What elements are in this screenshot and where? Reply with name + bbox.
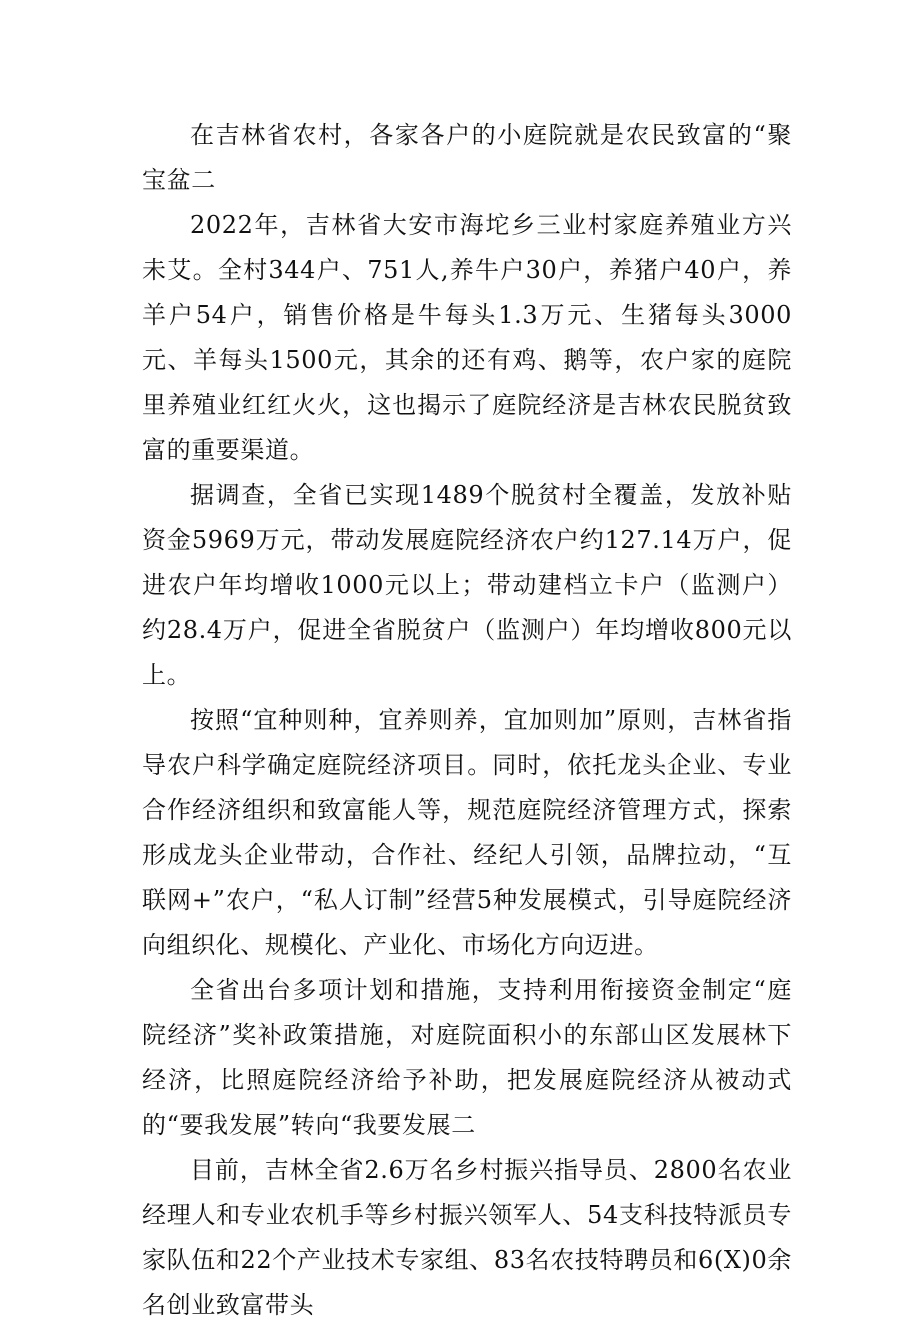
paragraph-policy-measures: 全省出台多项计划和措施，支持利用衔接资金制定“庭院经济”奖补政策措施，对庭院面积小的东部山区发展林下经济，比照庭院经济给予补助，把发展庭院经济从被动式的“要我发展”转向“我要发展二 (142, 976, 792, 1139)
paragraph-intro: 在吉林省农村，各家各户的小庭院就是农民致富的“聚宝盆二 (142, 121, 792, 194)
document-body (142, 113, 792, 1328)
paragraph-village-livestock: 2022年，吉林省大安市海坨乡三业村家庭养殖业方兴未艾。全村344户、751人,养牛户30户，养猪户40户，养羊户54户，销售价格是牛每头1.3万元、生猪每头3000元、羊每头1500元，其余的还有鸡、鹅等，农户家的庭院里养殖业红红火火，这也揭示了庭院经济是吉林农民脱贫致富的重要渠道。 (142, 211, 792, 464)
paragraph-survey-results: 据调查，全省已实现1489个脱贫村全覆盖，发放补贴资金5969万元，带动发展庭院经济农户约127.14万户，促进农户年均增收1000元以上；带动建档立卡户（监测户）约28.4万户，促进全省脱贫户（监测户）年均增收800元以上。 (142, 481, 792, 689)
paragraph-talent-support: 目前，吉林全省2.6万名乡村振兴指导员、2800名农业经理人和专业农机手等乡村振兴领军人、54支科技特派员专家队伍和22个产业技术专家组、83名农技特聘员和6(X)0余名创业致富带头 (142, 1156, 792, 1319)
paragraph-development-models: 按照“宜种则种，宜养则养，宜加则加”原则，吉林省指导农户科学确定庭院经济项目。同时，依托龙头企业、专业合作经济组织和致富能人等，规范庭院经济管理方式，探索形成龙头企业带动，合作社、经纪人引领，品牌拉动，“互联网+”农户，“私人订制”经营5种发展模式，引导庭院经济向组织化、规模化、产业化、市场化方向迈进。 (142, 706, 792, 959)
